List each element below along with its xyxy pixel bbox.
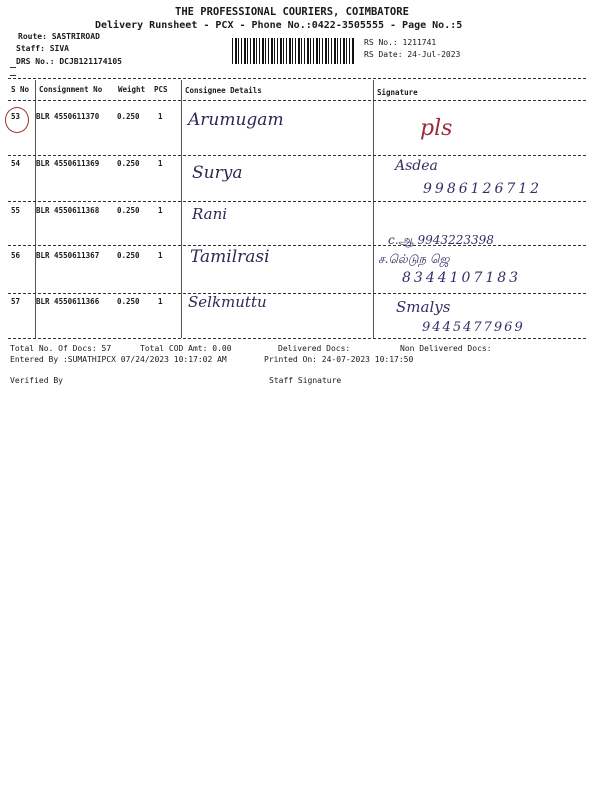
row-sno: 53	[11, 112, 21, 121]
row-weight: 0.250	[117, 159, 140, 168]
row-consignment: BLR 4550611368	[36, 206, 100, 215]
row-pcs: 1	[158, 297, 163, 306]
column-divider	[373, 80, 374, 338]
drs-number: DRS No.: DCJB121174105	[16, 57, 122, 66]
row-weight: 0.250	[117, 297, 140, 306]
delivered-docs: Delivered Docs:	[278, 344, 351, 353]
row-divider	[8, 245, 586, 246]
row-divider	[8, 293, 586, 294]
column-divider	[181, 80, 182, 338]
row-signature: Asdea	[395, 158, 438, 174]
row-consignee: Selkmuttu	[188, 293, 267, 311]
col-header-signature: Signature	[377, 88, 418, 97]
total-docs: Total No. Of Docs: 57	[10, 344, 112, 353]
header-tick	[10, 75, 16, 76]
row-consignee: Rani	[192, 205, 228, 223]
row-weight: 0.250	[117, 206, 140, 215]
row-consignee: Tamilrasi	[190, 247, 270, 267]
row-divider	[8, 155, 586, 156]
col-header-consignment: Consignment No	[39, 85, 103, 94]
col-header-consignee: Consignee Details	[185, 86, 262, 95]
row-signature: c.ஆ 9943223398	[388, 233, 494, 247]
row-divider	[8, 201, 586, 202]
row-consignment: BLR 4550611366	[36, 297, 100, 306]
row-phone: 9986126712	[423, 181, 543, 197]
row-phone: 9445477969	[422, 320, 525, 335]
col-header-sno: S No	[11, 85, 30, 94]
company-title: THE PROFESSIONAL COURIERS, COIMBATORE	[175, 6, 409, 18]
runsheet-subtitle: Delivery Runsheet - PCX - Phone No.:0422-3505555 - Page No.:5	[95, 20, 463, 31]
table-bottom-border	[8, 338, 586, 339]
table-top-border	[8, 78, 586, 79]
row-weight: 0.250	[117, 112, 140, 121]
total-cod: Total COD Amt: 0.00	[140, 344, 232, 353]
row-signature: pls	[420, 116, 453, 141]
col-header-weight: Weight	[118, 85, 146, 94]
row-consignee: Arumugam	[188, 110, 284, 130]
staff-signature: Staff Signature	[269, 376, 342, 385]
header-bottom-border	[8, 100, 586, 101]
row-sno: 57	[11, 297, 21, 306]
tamil-signature-note: ச.லெ்டுந ஜெ	[378, 252, 450, 266]
barcode-image	[232, 38, 354, 64]
entered-by: Entered By :SUMATHIPCX 07/24/2023 10:17:02 AM	[10, 355, 227, 364]
row-weight: 0.250	[117, 251, 140, 260]
row-signature: Smalys	[396, 298, 451, 316]
row-consignee: Surya	[192, 163, 243, 183]
row-consignment: BLR 4550611369	[36, 159, 100, 168]
row-pcs: 1	[158, 251, 163, 260]
row-pcs: 1	[158, 206, 163, 215]
row-pcs: 1	[158, 112, 163, 121]
rs-date: RS Date: 24-Jul-2023	[364, 50, 461, 59]
row-sno: 55	[11, 206, 21, 215]
header-tick	[10, 67, 16, 68]
route-label: Route: SASTRIROAD	[18, 32, 100, 41]
printed-on: Printed On: 24-07-2023 10:17:50	[264, 355, 414, 364]
col-header-pcs: PCS	[154, 85, 168, 94]
non-delivered-docs: Non Delivered Docs:	[400, 344, 492, 353]
row-sno: 54	[11, 159, 21, 168]
verified-by: Verified By	[10, 376, 63, 385]
row-phone: 8344107183	[402, 270, 522, 286]
staff-label: Staff: SIVA	[16, 44, 69, 53]
rs-number: RS No.: 1211741	[364, 38, 437, 47]
row-consignment: BLR 4550611367	[36, 251, 100, 260]
row-pcs: 1	[158, 159, 163, 168]
row-consignment: BLR 4550611370	[36, 112, 100, 121]
row-sno: 56	[11, 251, 21, 260]
